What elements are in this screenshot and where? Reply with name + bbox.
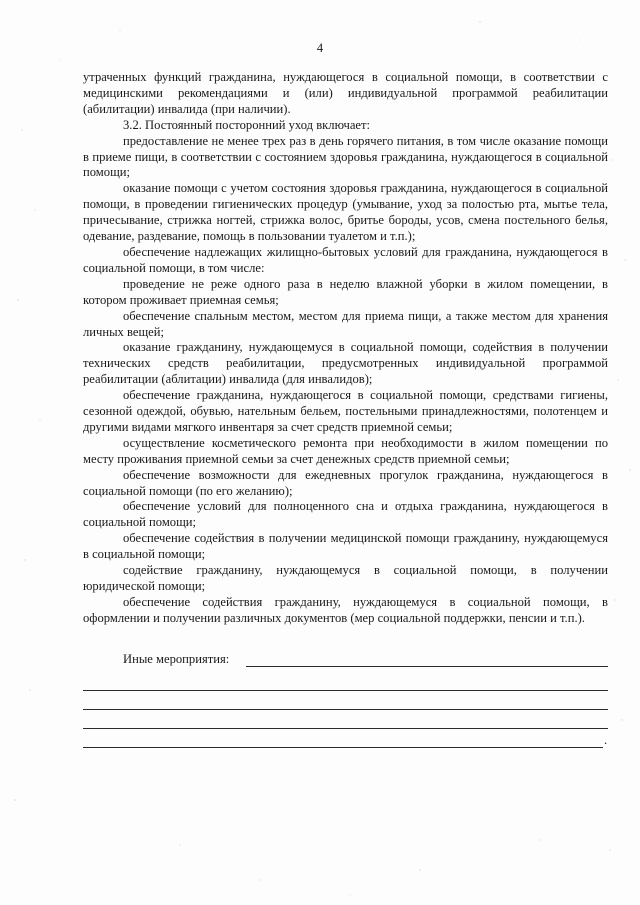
other-measures-fill-line: [246, 666, 608, 667]
list-item-documents: обеспечение содействия гражданину, нуждающемуся в социальной помощи, в оформлении и получении различных документов (мер социальной поддержки, пенсии и т.п.).: [83, 594, 608, 625]
list-item-hot-meals: предоставление не менее трех раз в день горячего питания, в том числе оказание помощи в приеме пищи, в соответствии с состоянием здоровья гражданина, нуждающегося в социальной помощи;: [83, 133, 608, 180]
section-3-2-heading: 3.2. Постоянный посторонний уход включает:: [123, 117, 371, 132]
blank-line: [83, 710, 608, 729]
blank-line: [83, 672, 608, 691]
blank-line: [83, 729, 603, 748]
list-item-cleaning: проведение не реже одного раза в неделю влажной уборки в жилом помещении, в котором проживает приемная семья;: [83, 276, 608, 307]
other-measures-label: Иные мероприятия:: [123, 651, 230, 666]
document-body: [83, 70, 608, 748]
list-item-medical-help: обеспечение содействия в получении медицинской помощи гражданину, нуждающемуся в социальной помощи;: [83, 531, 608, 562]
blank-lines-block: [83, 672, 608, 748]
trailing-period: .: [604, 732, 608, 747]
list-item-living-conditions: обеспечение надлежащих жилищно-бытовых условий для гражданина, нуждающегося в социальной помощи, в том числе:: [83, 244, 608, 275]
list-item-hygiene: оказание помощи с учетом состояния здоровья гражданина, нуждающегося в социальной помощи, в проведении гигиенических процедур (умывание, уход за полостью рта, мытье тела, причесывание, стрижка ногтей, стрижка волос, бритье бороды, усов, смена постельного белья, одевание, раздевание, помощь в пользовании туалетом и т.п.);: [83, 181, 608, 244]
paragraph-continuation: утраченных функций гражданина, нуждающегося в социальной помощи, в соответствии с медицинскими рекомендациями и (или) индивидуальной программой реабилитации (абилитации) инвалида (при наличии).: [83, 70, 608, 116]
list-item-hygiene-supplies: обеспечение гражданина, нуждающегося в социальной помощи, средствами гигиены, сезонной одеждой, обувью, нательным бельем, постельными принадлежностями, полотенцем и другими видами мягкого инвентаря за счет средств приемной семьи;: [83, 388, 608, 434]
other-measures-row: [83, 652, 608, 670]
blank-line: [83, 691, 608, 710]
list-item-rest: обеспечение условий для полноценного сна и отдыха гражданина, нуждающегося в социальной помощи;: [83, 499, 608, 530]
list-item-walks: обеспечение возможности для ежедневных прогулок гражданина, нуждающегося в социальной помощи (по его желанию);: [83, 467, 608, 498]
list-item-legal-help: содействие гражданину, нуждающемуся в социальной помощи, в получении юридической помощи;: [83, 563, 608, 593]
list-item-sleeping-place: обеспечение спальным местом, местом для приема пищи, а также местом для хранения личных вещей;: [83, 308, 608, 339]
list-item-repairs: осуществление косметического ремонта при необходимости в жилом помещении по месту проживания приемной семьи за счет денежных средств приемной семьи;: [83, 435, 608, 466]
list-item-rehab-equipment: оказание гражданину, нуждающемуся в социальной помощи, содействия в получении технических средств реабилитации, предусмотренных индивидуальной программой реабилитации (аблитации) инвалида (для инвалидов);: [83, 340, 608, 387]
page-number: 4: [316, 41, 324, 55]
